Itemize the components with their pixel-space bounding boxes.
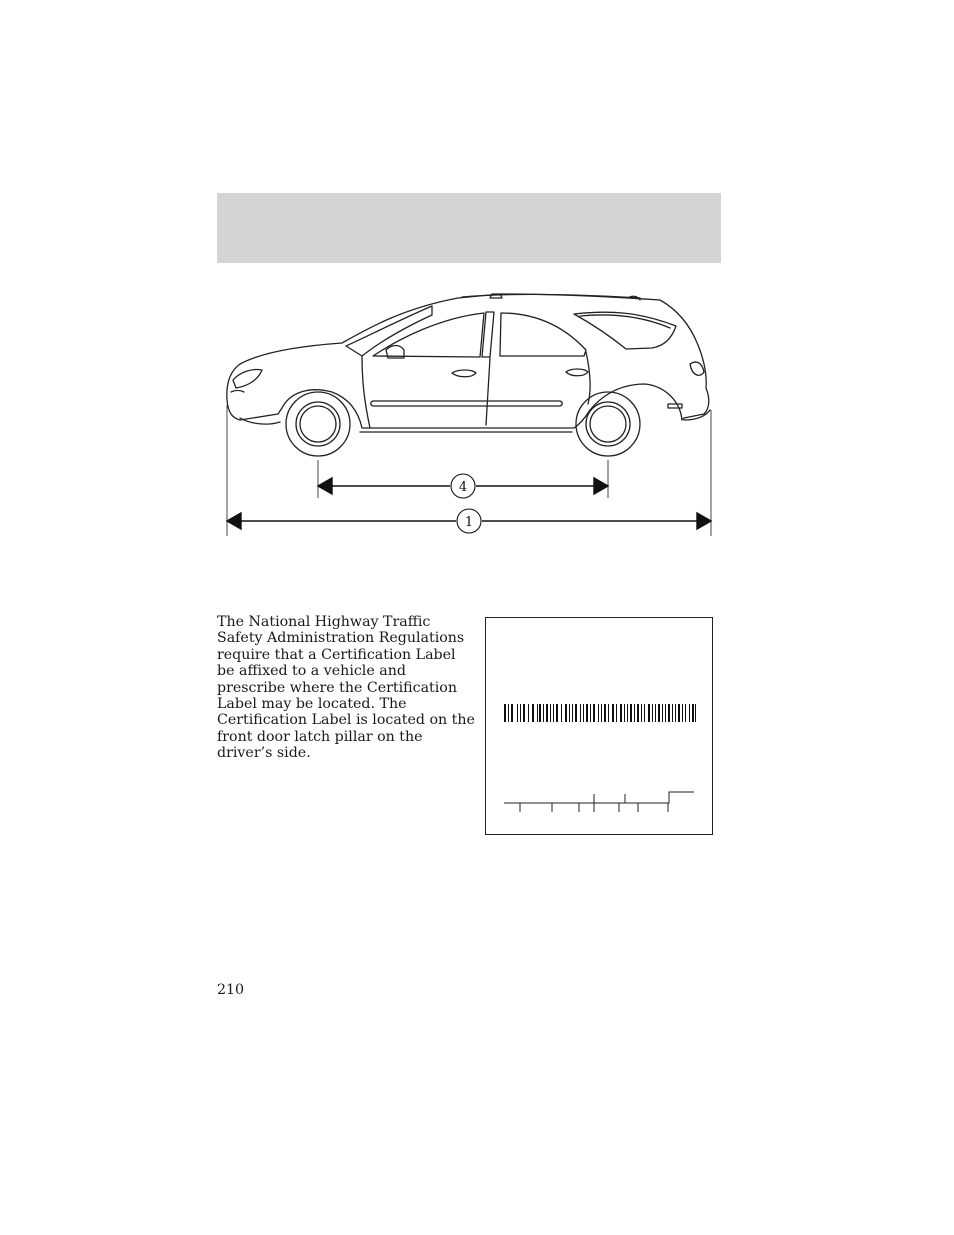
page-number: 210 [217,982,245,998]
label-field-rule [504,792,694,812]
svg-text:1: 1 [464,515,474,530]
certification-label-paragraph: The National Highway Traffic Safety Administration Regulations require that a Certification Label be affixed to a vehicle and prescribe where the Certification Label may be located. The Certification Label is located on the front door latch pillar on the driver’s side. [217,614,475,762]
front-wheel [286,392,350,456]
barcode [504,704,696,722]
callout-overall-length [457,509,481,533]
svg-text:4: 4 [458,480,468,495]
section-header-band [217,193,721,263]
rear-wheel [576,392,640,456]
vehicle-dimensions-figure [218,285,718,540]
callout-wheelbase [451,474,475,498]
certification-label-illustration [485,617,713,835]
